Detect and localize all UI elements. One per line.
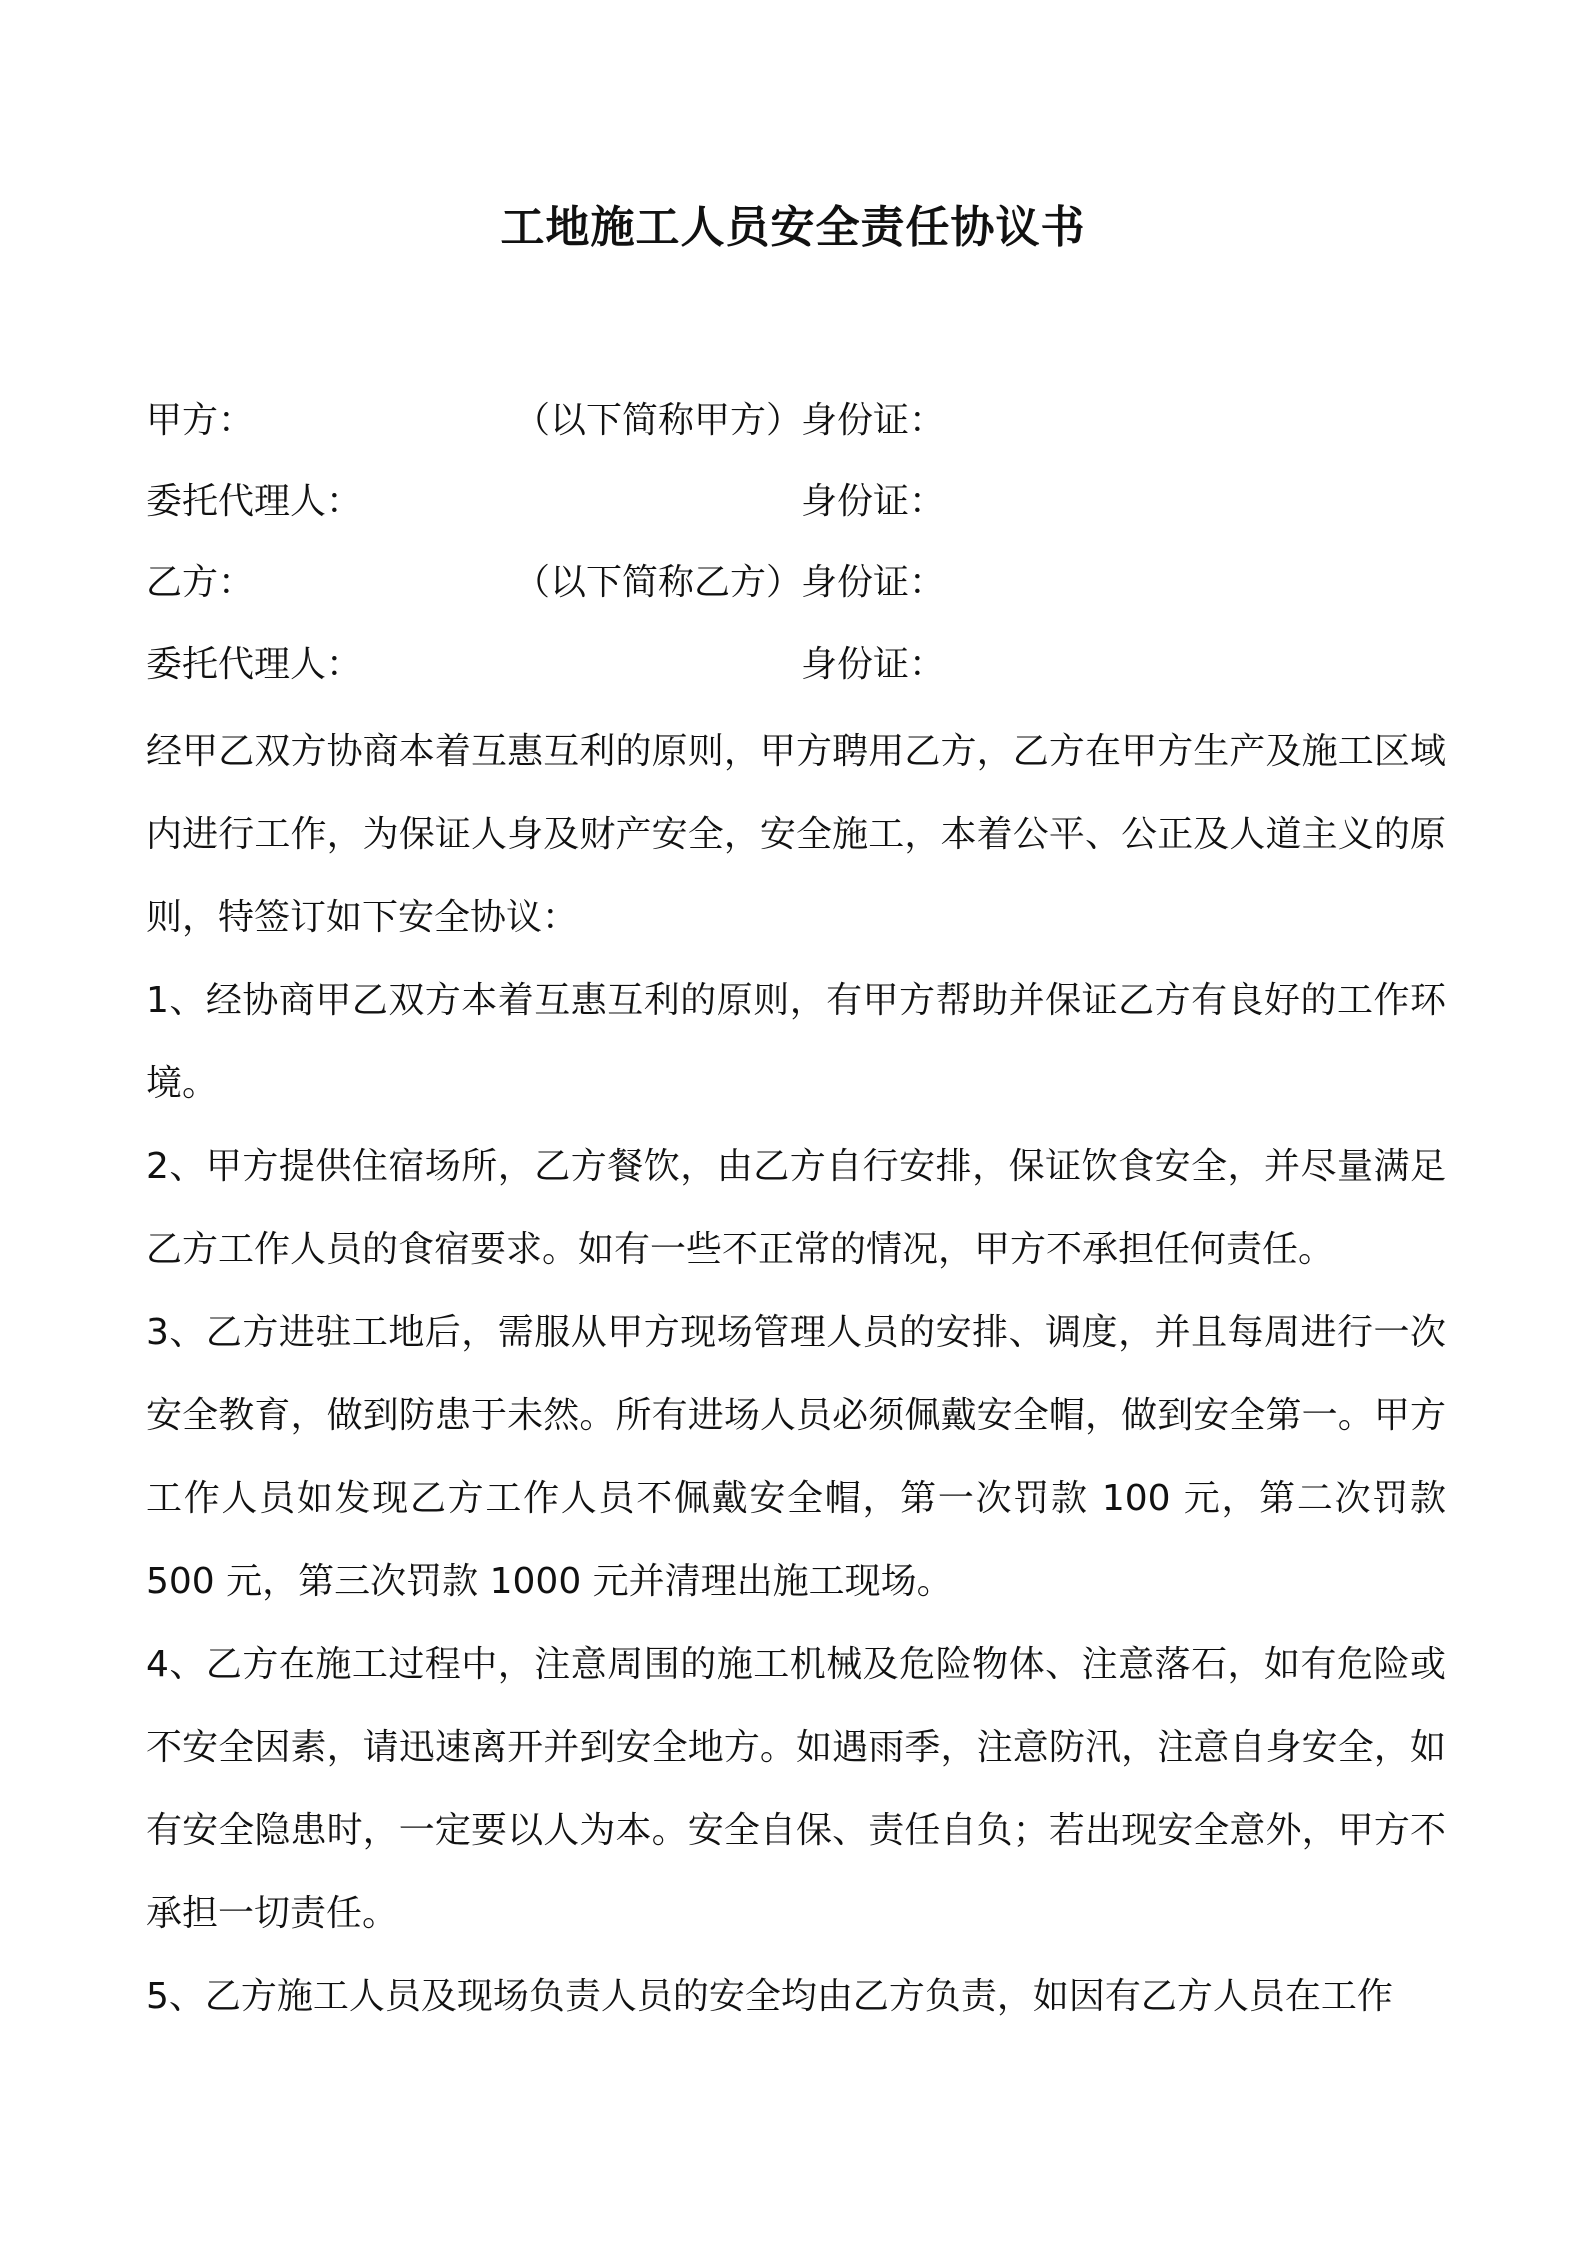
- clause-4-paragraph: 4、乙方在施工过程中，注意周围的施工机械及危险物体、注意落石，如有危险或不安全因素，请迅速离开并到安全地方。如遇雨季，注意防汛，注意自身安全，如有安全隐患时，一定要以人为本。安全自保、责任自负；若出现安全意外，甲方不承担一切责任。: [146, 1644, 1446, 1934]
- party-b-agent-id-label: 身份证：: [801, 644, 946, 685]
- document-title: 工地施工人员安全责任协议书: [500, 202, 1086, 253]
- party-b-row: [146, 553, 1446, 613]
- preamble-paragraph: 经甲乙双方协商本着互惠互利的原则，甲方聘用乙方，乙方在甲方生产及施工区域内进行工作，为保证人身及财产安全，安全施工，本着公平、公正及人道主义的原则，特签订如下安全协议：: [146, 731, 1446, 938]
- party-b-agent-row: [146, 635, 1446, 695]
- party-b-label: 乙方：: [146, 562, 255, 603]
- party-a-note: （以下简称甲方）: [514, 400, 803, 441]
- party-a-agent-row: [146, 472, 1446, 532]
- party-b-id-label: 身份证：: [801, 562, 946, 603]
- party-a-row: [146, 391, 1446, 451]
- clause-5-paragraph: 5、乙方施工人员及现场负责人员的安全均由乙方负责，如因有乙方人员在工作: [146, 1976, 1393, 2017]
- party-a-id-label: 身份证：: [801, 400, 946, 441]
- party-a-label: 甲方：: [146, 400, 255, 441]
- party-a-agent-label: 委托代理人：: [146, 481, 363, 522]
- party-b-note: （以下简称乙方）: [514, 562, 803, 603]
- party-a-agent-id-label: 身份证：: [801, 481, 946, 522]
- party-b-agent-label: 委托代理人：: [146, 644, 363, 685]
- clause-2-paragraph: 2、甲方提供住宿场所，乙方餐饮，由乙方自行安排，保证饮食安全，并尽量满足乙方工作人员的食宿要求。如有一些不正常的情况，甲方不承担任何责任。: [146, 1146, 1446, 1270]
- agreement-body: [146, 710, 1446, 2038]
- clause-1-paragraph: 1、经协商甲乙双方本着互惠互利的原则，有甲方帮助并保证乙方有良好的工作环境。: [146, 980, 1446, 1104]
- clause-3-paragraph: 3、乙方进驻工地后，需服从甲方现场管理人员的安排、调度，并且每周进行一次安全教育，做到防患于未然。所有进场人员必须佩戴安全帽，做到安全第一。甲方工作人员如发现乙方工作人员不佩戴安全帽，第一次罚款 100 元，第二次罚款 500 元，第三次罚款 1000 元并清理出施工现场。: [146, 1312, 1446, 1602]
